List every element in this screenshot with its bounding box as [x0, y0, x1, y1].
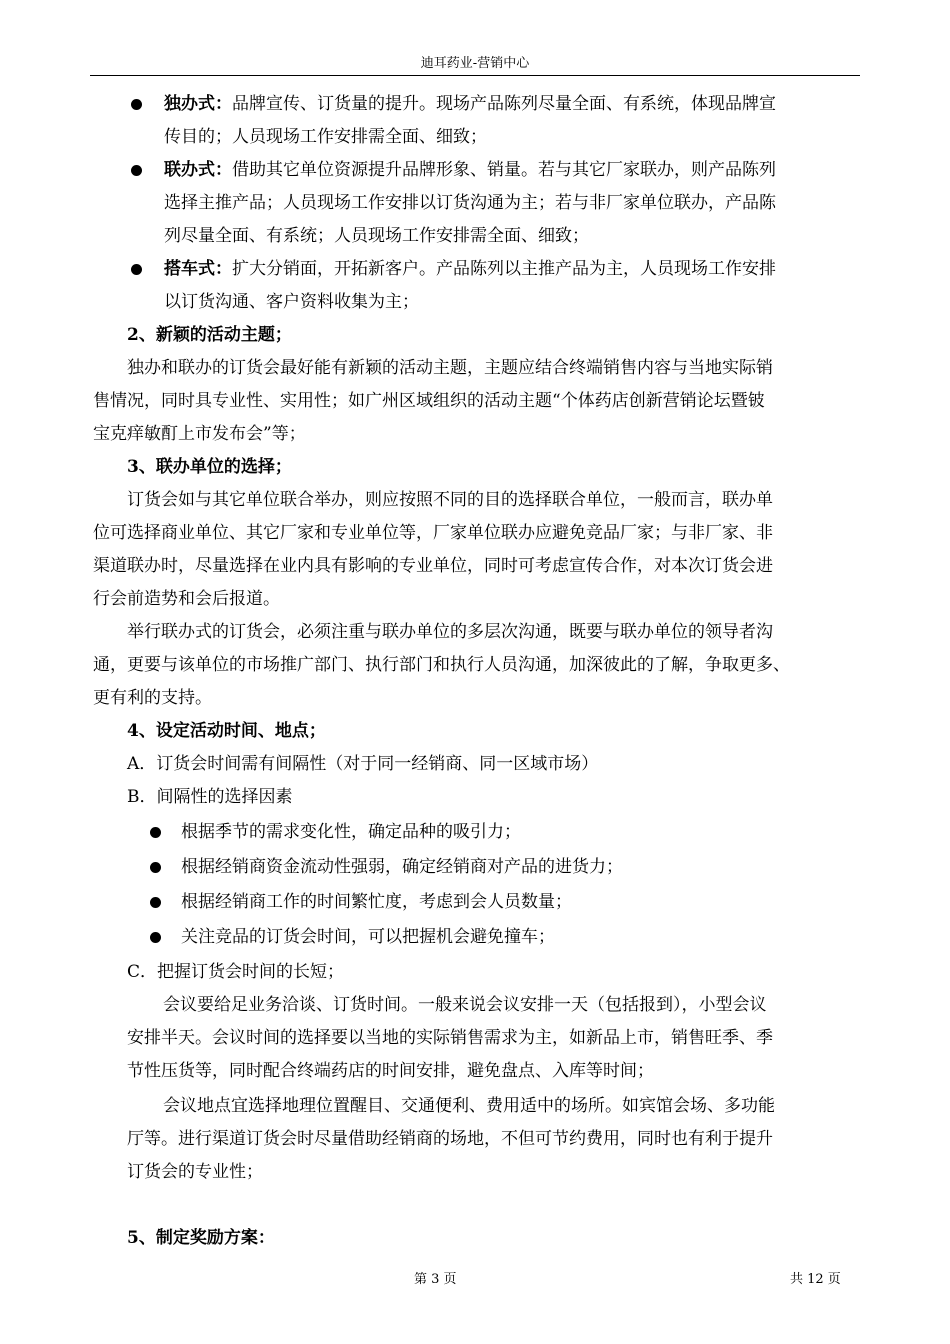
- paragraph-line: 宝克痒敏酊上市发布会”等；: [93, 424, 306, 444]
- list-item-c: C．把握订货会时间的长短；: [127, 962, 345, 982]
- bullet-text: 列尽量全面、有系统；人员现场工作安排需全面、细致；: [164, 226, 589, 246]
- list-item-a: A．订货会时间需有间隔性（对于同一经销商、同一区域市场）: [127, 754, 599, 774]
- bullet-item: [164, 259, 776, 279]
- paragraph-line: 行会前造势和会后报道。: [93, 589, 280, 609]
- bullet-label: 搭车式：: [164, 259, 232, 279]
- bullet-text: 扩大分销面，开拓新客户。产品陈列以主推产品为主，人员现场工作安排: [232, 259, 776, 279]
- bullet-icon: [131, 165, 142, 176]
- paragraph-line: 订货会的专业性；: [127, 1162, 263, 1182]
- section-heading: 5、制定奖励方案：: [127, 1228, 275, 1248]
- paragraph-line: 独办和联办的订货会最好能有新颖的活动主题，主题应结合终端销售内容与当地实际销: [127, 358, 773, 378]
- bullet-text: 根据季节的需求变化性，确定品种的吸引力；: [181, 822, 521, 842]
- paragraph-line: 安排半天。会议时间的选择要以当地的实际销售需求为主，如新品上市，销售旺季、季: [127, 1028, 773, 1048]
- bullet-icon: [131, 99, 142, 110]
- page-header: 迪耳药业-营销中心: [420, 56, 530, 71]
- bullet-item: [164, 94, 776, 114]
- paragraph-line: 更有利的支持。: [93, 688, 212, 708]
- paragraph-line: 会议地点宜选择地理位置醒目、交通便利、费用适中的场所。如宾馆会场、多功能: [163, 1096, 775, 1116]
- bullet-icon: [150, 862, 161, 873]
- paragraph-line: 售情况，同时具专业性、实用性；如广州区域组织的活动主题“个体药店创新营销论坛暨铍: [93, 391, 765, 411]
- bullet-text: 以订货沟通、客户资料收集为主；: [164, 292, 419, 312]
- bullet-text: 选择主推产品；人员现场工作安排以订货沟通为主；若与非厂家单位联办，产品陈: [164, 193, 776, 213]
- section-heading: 2、新颖的活动主题；: [127, 325, 292, 345]
- paragraph-line: 通，更要与该单位的市场推广部门、执行部门和执行人员沟通，加深彼此的了解，争取更多、: [93, 655, 790, 675]
- bullet-item: [164, 160, 776, 180]
- bullet-text: 根据经销商资金流动性强弱，确定经销商对产品的进货力；: [181, 857, 623, 877]
- bullet-text: 关注竞品的订货会时间，可以把握机会避免撞车；: [181, 927, 555, 947]
- bullet-icon: [150, 827, 161, 838]
- bullet-icon: [131, 264, 142, 275]
- page-number: 第 3 页: [414, 1272, 457, 1287]
- bullet-icon: [150, 897, 161, 908]
- paragraph-line: 订货会如与其它单位联合举办，则应按照不同的目的选择联合单位，一般而言，联办单: [127, 490, 773, 510]
- section-heading: 3、联办单位的选择；: [127, 457, 292, 477]
- bullet-label: 联办式：: [164, 160, 232, 180]
- bullet-text: 根据经销商工作的时间繁忙度，考虑到会人员数量；: [181, 892, 572, 912]
- paragraph-line: 会议要给足业务洽谈、订货时间。一般来说会议安排一天（包括报到），小型会议: [163, 995, 767, 1015]
- section-heading: 4、设定活动时间、地点；: [127, 721, 326, 741]
- bullet-label: 独办式：: [164, 94, 232, 114]
- paragraph-line: 渠道联办时，尽量选择在业内具有影响的专业单位，同时可考虑宣传合作，对本次订货会进: [93, 556, 773, 576]
- paragraph-line: 举行联办式的订货会，必须注重与联办单位的多层次沟通，既要与联办单位的领导者沟: [127, 622, 773, 642]
- paragraph-line: 位可选择商业单位、其它厂家和专业单位等，厂家单位联办应避免竞品厂家；与非厂家、非: [93, 523, 773, 543]
- page-total: 共 12 页: [790, 1272, 841, 1287]
- bullet-text: 品牌宣传、订货量的提升。现场产品陈列尽量全面、有系统，体现品牌宣: [232, 94, 776, 114]
- paragraph-line: 厅等。进行渠道订货会时尽量借助经销商的场地，不但可节约费用，同时也有利于提升: [127, 1129, 773, 1149]
- header-rule: [90, 75, 860, 76]
- paragraph-line: 节性压货等，同时配合终端药店的时间安排，避免盘点、入库等时间；: [127, 1061, 654, 1081]
- bullet-text: 借助其它单位资源提升品牌形象、销量。若与其它厂家联办，则产品陈列: [232, 160, 776, 180]
- bullet-icon: [150, 932, 161, 943]
- list-item-b: B．间隔性的选择因素: [127, 787, 293, 807]
- bullet-text: 传目的；人员现场工作安排需全面、细致；: [164, 127, 487, 147]
